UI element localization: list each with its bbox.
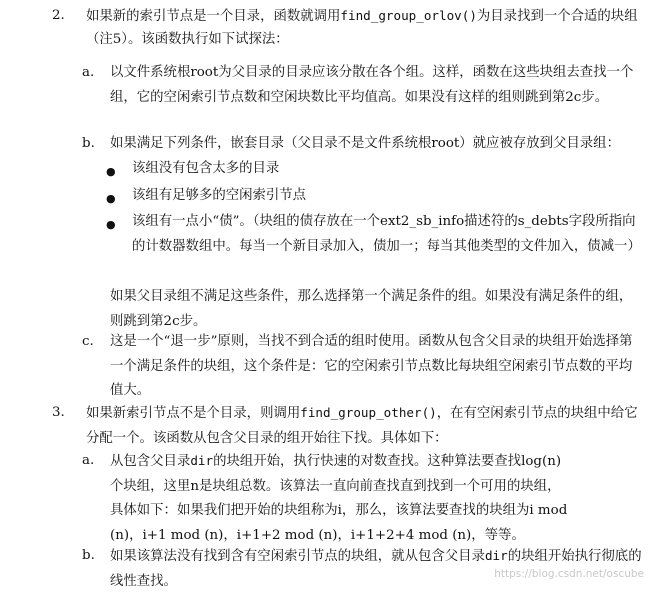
item-2-code: find_group_orlov() [340, 8, 477, 23]
item-3a-pre: 从包含父目录 [110, 454, 191, 469]
item-3a-letter: a. [82, 453, 95, 468]
item-3a-code: dir [190, 453, 214, 468]
item-2-text [86, 4, 642, 51]
item-3a-line-2 [110, 475, 642, 549]
item-2-pre: 如果新的索引节点是一个目录，函数就调用 [86, 9, 341, 24]
item-2c-letter: c. [82, 334, 94, 349]
bullet-icon: ● [106, 165, 116, 178]
item-3a-line-2: 个块组，这里n是块组总数。该算法一直向前查找直到找到一个可用的块组， [110, 478, 561, 494]
item-2b-bullet-2: 该组有足够多的空闲索引节点 [132, 188, 307, 203]
item-number-2: 2. [52, 8, 65, 23]
item-number-3: 3. [52, 405, 65, 420]
watermark: https://blog.csdn.net/oscube [494, 568, 644, 580]
item-2b-text: 如果满足下列条件，嵌套目录（父目录不是文件系统根root）就应被存放到父目录组： [110, 136, 620, 151]
item-2b-bullet-3: 该组有一点小“债”。（块组的债存放在一个ext2_sb_info描述符的s_debts字段所指向的计数器数组中。每当一个新目录加入，债加一；每当其他类型的文件加入，债减一） [132, 214, 641, 254]
item-3-code: find_group_other() [300, 405, 437, 420]
item-2b-letter: b. [82, 136, 95, 151]
item-3a-text [110, 449, 642, 548]
item-3-text [86, 401, 642, 451]
item-3-pre: 如果新索引节点不是个目录，则调用 [86, 406, 301, 421]
item-2a-text: 以文件系统根root为父目录的目录应该分散在各个组。这样，函数在这些块组去查找一个组，它的空闲索引节点数和空闲块数比平均值高。如果没有这样的组则跳到第2c步。 [110, 65, 634, 105]
item-3b-pre: 如果该算法没有找到含有空闲索引节点的块组，就从包含父目录 [110, 549, 485, 564]
item-3a-line-1 [110, 449, 642, 475]
bullet-icon: ● [106, 218, 116, 231]
item-3b-letter: b. [82, 548, 95, 563]
item-2-post: 为目录找到一个合适的块组（注5）。该函数执行如下试探法： [86, 9, 638, 47]
item-3b-code: dir [484, 548, 508, 563]
item-2a-letter: a. [82, 65, 95, 80]
item-3b-post: 的块组开始执行彻底的线性查找。 [110, 549, 642, 589]
item-2c-text: 这是一个“退一步”原则，当找不到合适的组时使用。函数从包含父目录的块组开始选择第一个满足条件的块组，这个条件是：它的空闲索引节点数比每块组空闲索引节点数的平均值大。 [110, 334, 633, 398]
item-3a-post-line: 的块组开始，执行快速的对数查找。这种算法要查找log(n) [213, 454, 562, 469]
item-3-post: ，在有空闲索引节点的块组中给它分配一个。该函数从包含父目录的组开始往下找。具体如下： [86, 406, 638, 446]
item-2b-after: 如果父目录组不满足这些条件，那么选择第一个满足条件的组。如果没有满足条件的组，则跳到第2c步。 [110, 289, 633, 329]
bullet-icon: ● [106, 192, 116, 205]
item-2b-bullet-1: 该组没有包含太多的目录 [132, 161, 280, 176]
item-3a-line-3: 具体如下：如果我们把开始的块组称为i，那么，该算法要查找的块组为i mod [110, 503, 568, 518]
item-3a-line-4: (n)，i+1 mod (n)，i+1+2 mod (n)，i+1+2+4 mod (n)，等等。 [110, 527, 525, 543]
